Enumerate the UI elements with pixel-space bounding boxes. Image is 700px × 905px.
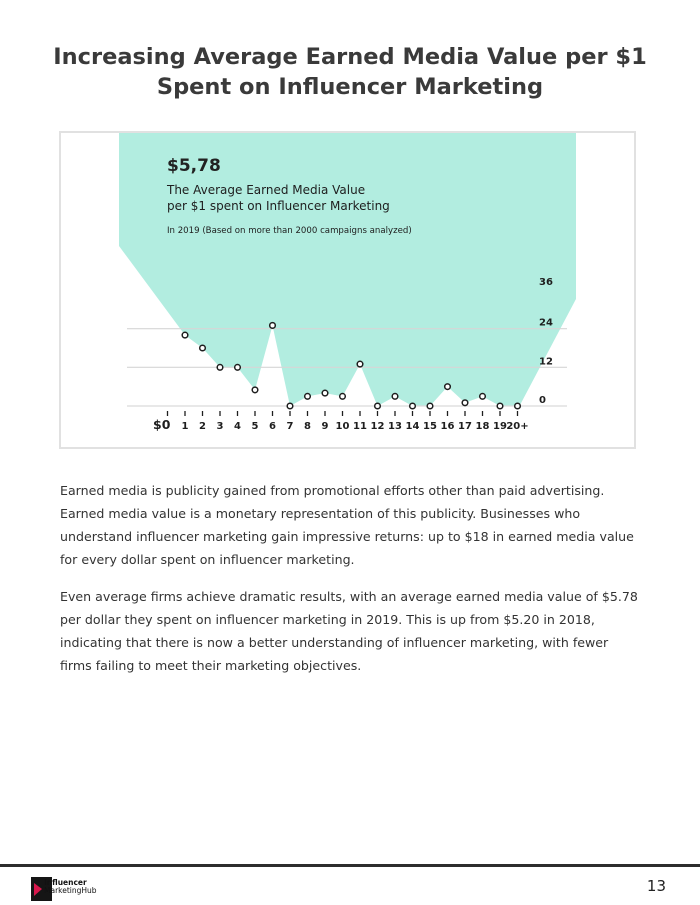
x-tick-label: 19: [493, 421, 507, 432]
x-tick-label: 10: [335, 421, 350, 432]
data-point: [270, 323, 276, 329]
data-point: [515, 403, 521, 409]
y-tick-label: 12: [539, 356, 553, 368]
data-point: [410, 403, 416, 409]
data-point: [357, 361, 363, 367]
x-tick-label: 15: [423, 421, 437, 432]
y-tick-label: 0: [539, 395, 546, 406]
data-point: [462, 400, 468, 406]
x-tick-label: 12: [370, 421, 385, 432]
data-point: [427, 403, 433, 409]
data-point: [340, 394, 346, 400]
x-tick-label: 20+: [506, 421, 529, 432]
logo-text-line1: Influencer: [44, 878, 87, 887]
page-number: 13: [646, 877, 666, 895]
x-tick-label: 4: [234, 421, 241, 432]
chart-subtitle: The Average Earned Media Value per $1 spent on Influencer Marketing: [167, 183, 390, 213]
x-tick-label: 9: [321, 421, 329, 432]
data-point: [305, 394, 311, 400]
x-tick-label: 8: [304, 421, 311, 432]
y-tick-label: 24: [539, 317, 553, 329]
paragraph-average-firms: Even average firms achieve dramatic results, with an average earned media value of $5.78 per dollar they spent on influencer marketing in 2019. This is up from $5.20 in 2018, indicating that there is now a better understanding of influencer marketing, with fewer firms failing to meet their marketing objectives.: [60, 589, 638, 673]
x-tick-label: 11: [353, 421, 367, 432]
data-point: [445, 384, 451, 390]
data-point: [217, 365, 223, 371]
x-tick-label: 17: [458, 421, 472, 432]
data-point: [182, 332, 188, 338]
influencer-marketing-hub-logo: [31, 876, 151, 902]
x-tick-label: 18: [475, 421, 490, 432]
data-point: [235, 365, 241, 371]
chart-panel: [59, 131, 636, 449]
data-point: [287, 403, 293, 409]
x-tick-label: 6: [269, 421, 276, 432]
x-tick-label: 14: [405, 421, 420, 432]
data-point: [497, 403, 503, 409]
page-title: Increasing Average Earned Media Value per $1 Spent on Influencer Marketing: [53, 44, 647, 100]
data-point: [252, 387, 258, 393]
x-tick-label: 7: [286, 421, 294, 432]
earned-media-value-chart: [61, 133, 634, 447]
data-point: [392, 394, 398, 400]
x-tick-label: 2: [199, 421, 206, 432]
x-tick-label: 13: [388, 421, 402, 432]
data-point: [375, 403, 381, 409]
chart-note: In 2019 (Based on more than 2000 campaigns analyzed): [167, 226, 412, 236]
x-tick-label: 1: [181, 421, 189, 432]
paragraph-earned-media: Earned media is publicity gained from promotional efforts other than paid advertising. Earned media value is a monetary representation of this publicity. Businesses who understand influencer marketing gain impressive returns: up to $18 in earned media value for every dollar spent on influencer marketing.: [60, 483, 634, 567]
y-tick-label: 36: [539, 277, 553, 288]
chart-headline: $5,78: [167, 156, 221, 176]
data-point: [200, 345, 206, 351]
footer-divider: [0, 864, 700, 867]
x-tick-label: 5: [251, 421, 259, 432]
data-point: [480, 394, 486, 400]
logo-text-line2: MarketingHub: [44, 886, 97, 895]
data-point: [322, 390, 328, 396]
x-start-label: $0: [153, 417, 171, 432]
x-tick-label: 16: [440, 421, 455, 432]
x-tick-label: 3: [216, 421, 224, 432]
